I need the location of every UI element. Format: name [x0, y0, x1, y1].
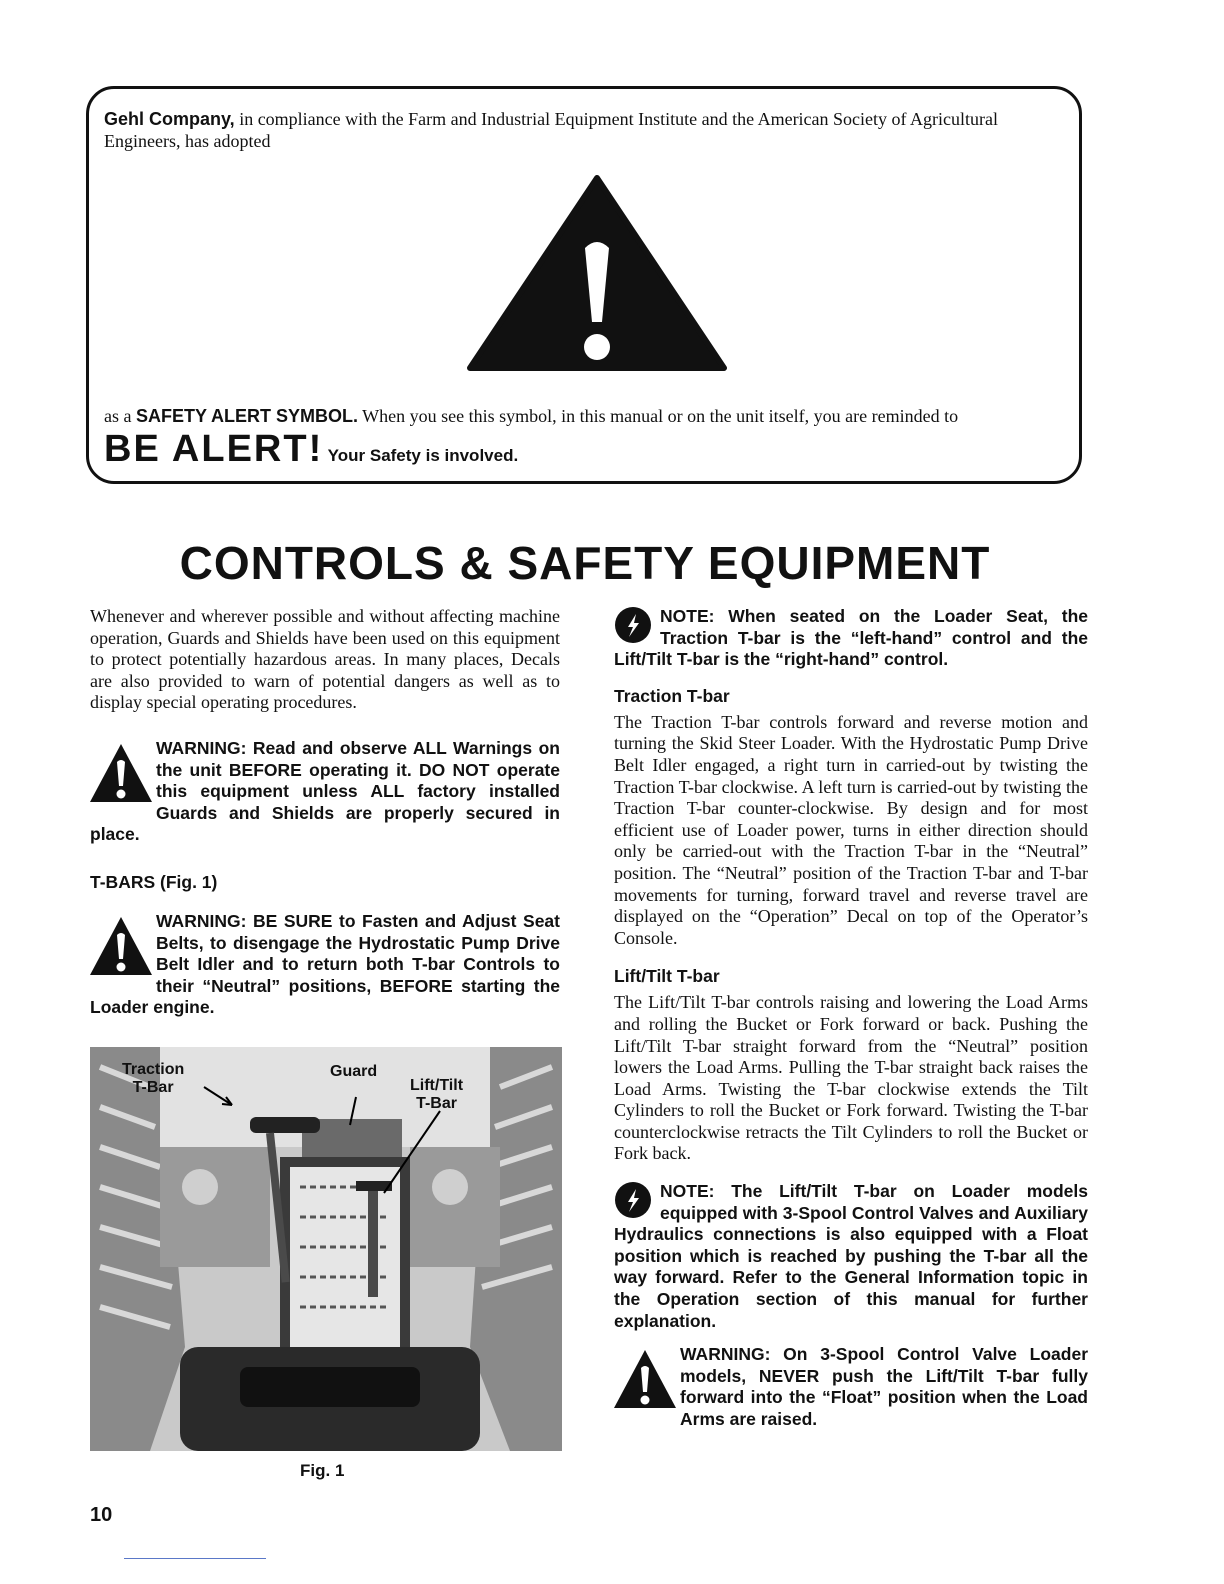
- tbar-controls-photo: [90, 1047, 562, 1451]
- warning-seatbelt: [90, 911, 560, 1019]
- note-circle-icon: [614, 1181, 652, 1219]
- note-controls-text: NOTE: When seated on the Loader Seat, the Traction T-bar is the “left-hand” control and the Lift/Tilt T-bar is the “right-hand” control.: [614, 606, 1088, 670]
- safety-alert-triangle-icon: [612, 1348, 678, 1410]
- note-float: [614, 1181, 1088, 1332]
- note-circle-icon: [614, 606, 652, 644]
- label-lift-tilt-tbar: Lift/Tilt T-Bar: [410, 1077, 464, 1112]
- warning-seatbelt-text: WARNING: BE SURE to Fasten and Adjust Seat Belts, to disengage the Hydrostatic Pump Drive Belt Idler and to return both T-bar Controls to their “Neutral” positions, BEFORE starting the Loader engine.: [90, 910, 560, 1018]
- warning-float: [614, 1344, 1088, 1430]
- page-title: CONTROLS & SAFETY EQUIPMENT: [179, 537, 991, 589]
- safety-line-suffix: When you see this symbol, in this manual or on the unit itself, you are reminded to: [358, 406, 959, 426]
- safety-intro-body: in compliance with the Farm and Industrial Equipment Institute and the American Society of Agricultural Engineers, has adopted: [104, 109, 998, 151]
- safety-symbol-sentence: [104, 405, 1074, 427]
- traction-tbar-text: The Traction T-bar controls forward and reverse motion and turning the Skid Steer Loader. With the Hydrostatic Pump Drive Belt Idler engaged, a right turn in carried-out by twisting the Traction T-bar clockwise. A left turn is carried-out by twisting the Traction T-bar counter-clockwise. By design and for most efficient use of Loader power, turns in either direction should only be carried-out with the Traction T-bar in the “Neutral” position. The “Neutral” position of the Traction T-bar and T-bar movements for turning, forward travel and reverse travel are displayed on the “Operation” Decal on top of the Operator’s Console.: [614, 711, 1088, 948]
- tbars-heading: T-BARS (Fig. 1): [90, 871, 218, 892]
- note-controls: [614, 606, 1088, 671]
- warning-guards: [90, 738, 560, 846]
- lift-tilt-tbar-heading: Lift/Tilt T-bar: [614, 966, 720, 987]
- figure-caption: Fig. 1: [300, 1461, 345, 1480]
- safety-involved-text: Your Safety is involved.: [323, 446, 519, 465]
- traction-tbar-heading: Traction T-bar: [614, 685, 730, 706]
- warning-float-text: WARNING: On 3-Spool Control Valve Loader models, NEVER push the Lift/Tilt T-bar fully forward into the “Float” position when the Load Arms are raised.: [680, 1344, 1088, 1429]
- left-column: [90, 606, 560, 1019]
- intro-paragraph: Whenever and wherever possible and without affecting machine operation, Guards and Shields have been used on this equipment to protect potentially hazardous areas. In many places, Decals are also provided to warn of potential dangers as well as to display special operating procedures.: [90, 606, 560, 713]
- safety-alert-triangle-icon: [88, 742, 154, 804]
- be-alert-line: [104, 428, 1004, 471]
- safety-alert-triangle-icon: [466, 172, 728, 372]
- label-traction-tbar: Traction T-Bar: [122, 1061, 185, 1096]
- note-float-text: NOTE: The Lift/Tilt T-bar on Loader models equipped with 3-Spool Control Valves and Auxiliary Hydraulics connections is also equipped with a Float position which is reached by pushing the T-bar all the way forward. Refer to the General Information topic in the Operation section of this manual for further explanation.: [614, 1181, 1088, 1331]
- warning-guards-text: WARNING: Read and observe ALL Warnings on the unit BEFORE operating it. DO NOT operate this equipment unless ALL factory installed Guards and Shields are properly secured in place.: [90, 737, 560, 845]
- label-guard: Guard: [330, 1063, 378, 1080]
- company-name: Gehl Company,: [104, 109, 235, 129]
- be-alert-heading: BE ALERT!: [104, 428, 324, 470]
- safety-symbol-label: SAFETY ALERT SYMBOL.: [135, 406, 358, 426]
- right-column: [614, 606, 1088, 1431]
- lift-tilt-tbar-text: The Lift/Tilt T-bar controls raising and lowering the Load Arms and rolling the Bucket or Fork forward or back. Pushing the Lift/Tilt T-bar straight forward from the “Neutral” position lowers the Load Arms. Pulling the T-bar straight back raises the Load Arms. Twisting the T-bar clockwise extends the Tilt Cylinders to roll the Bucket or Fork forward. Twisting the T-bar counterclockwise retracts the Tilt Cylinders to roll the Bucket or Fork back.: [614, 992, 1088, 1164]
- safety-line-prefix: as a: [104, 406, 136, 426]
- safety-intro-text: [104, 108, 1064, 152]
- footer-rule: [124, 1558, 266, 1559]
- page-number: 10: [90, 1504, 113, 1526]
- safety-alert-triangle-icon: [88, 915, 154, 977]
